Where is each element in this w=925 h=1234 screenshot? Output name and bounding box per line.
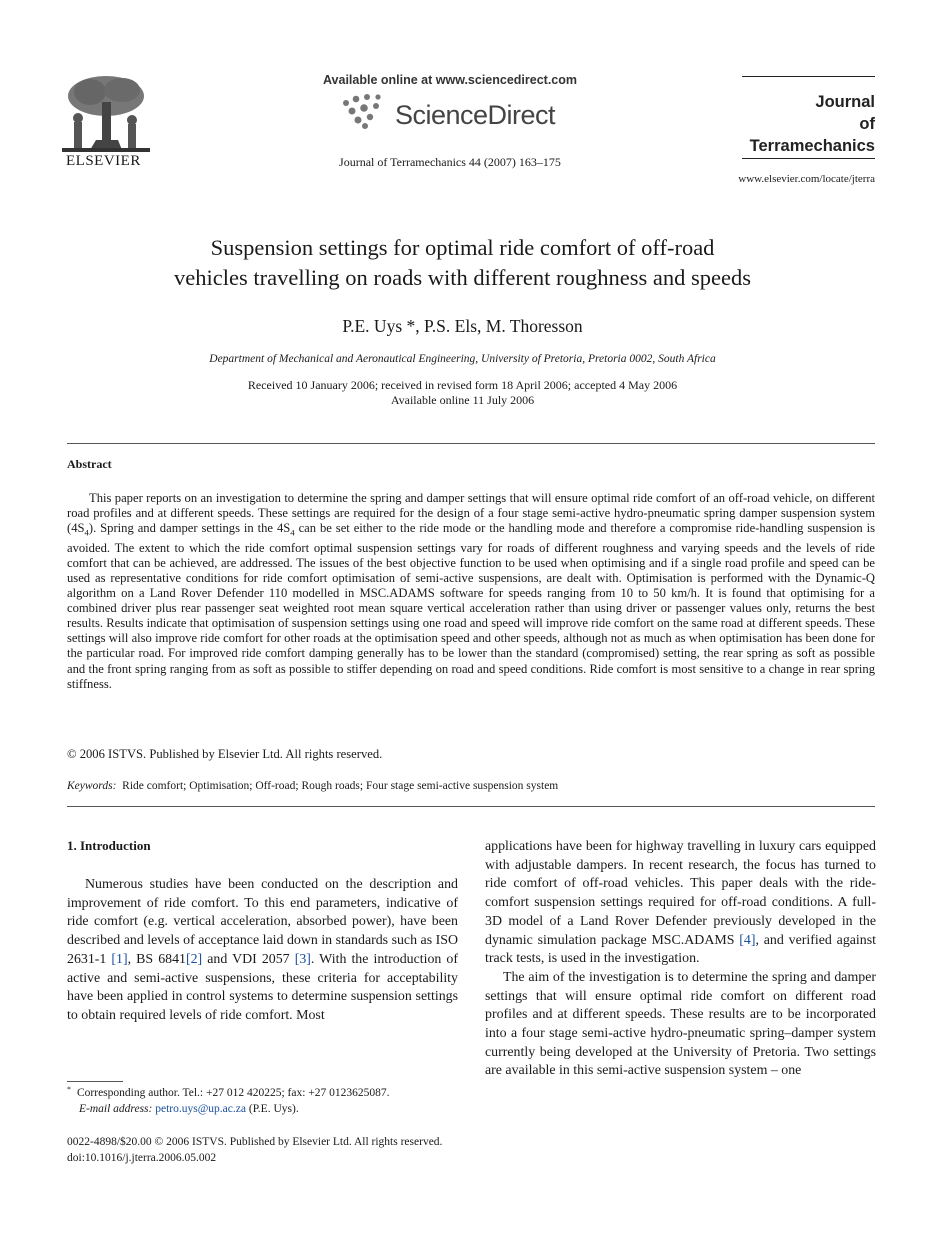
section-heading: 1. Introduction: [67, 838, 151, 853]
paragraph: The aim of the investigation is to determine the spring and damper settings that will ensure optimal ride comfort on different road profiles and at different speeds. These results are to be incorporated into a four stage semi-active hydro-pneumatic spring–damper system currently being developed at the University of Pretoria. Two settings are available in this semi-active suspension system – one: [485, 969, 876, 1079]
affiliation: Department of Mechanical and Aeronautical Engineering, University of Pretoria, Pretoria 0002, South Africa: [209, 353, 716, 365]
abstract-text: This paper reports on an investigation to determine the spring and damper settings that will ensure optimal ride comfort of an off-road vehicle, on different road profiles and at different speeds. These settings are required for the design of a four stage semi-active hydro-pneumatic spring damper suspension system (4S: [67, 491, 875, 536]
keywords: [67, 780, 558, 792]
paragraph-text: and VDI 2057: [202, 951, 295, 967]
keywords-list: Ride comfort; Optimisation; Off-road; Rough roads; Four stage semi-active suspension system: [122, 780, 559, 792]
journal-url[interactable]: www.elsevier.com/locate/jterra: [738, 173, 875, 185]
footnote: [67, 1086, 458, 1117]
abstract-body: [67, 491, 875, 692]
publisher-name: ELSEVIER: [66, 153, 141, 169]
paragraph-text: applications have been for highway travelling in luxury cars equipped with adjustable dampers. In recent research, the focus has turned to ride comfort of off-road vehicles. This paper deals with the ride-comfort suspension settings required for off-road conditions. A full-3D model of a Land Rover Defender previously developed in the dynamic simulation package MSC.ADAMS: [485, 839, 876, 948]
citation-link[interactable]: [4]: [739, 932, 756, 948]
footnote-mark: *: [67, 1085, 71, 1094]
article-title-line-1: Suspension settings for optimal ride comfort of off-road: [210, 235, 715, 260]
footnote-rule: [67, 1081, 123, 1082]
journal-title-bottom-rule: [742, 158, 875, 159]
left-column: [67, 876, 458, 1026]
right-column: [485, 838, 876, 1081]
available-online-banner[interactable]: Available online at www.sciencedirect.com: [322, 73, 578, 87]
sciencedirect-dots-icon: [338, 93, 392, 131]
divider: [67, 806, 875, 807]
subscript: 4: [84, 527, 89, 538]
email-label: E-mail address:: [79, 1102, 153, 1115]
copyright-line: © 2006 ISTVS. Published by Elsevier Ltd. All rights reserved.: [67, 747, 383, 761]
authors: P.E. Uys *, P.S. Els, M. Thoresson: [342, 316, 583, 336]
abstract-text: can be set either to the ride mode or the handling mode and therefore a compromise ride-handling suspension is avoided. The extent to which the ride comfort optimal suspension settings vary for roads of different roughness and varying speeds and the levels of ride comfort that can be achieved, are addressed. The issues of the best objective function to be used when optimising and if a single road profile and speed can be used as representative conditions for ride comfort optimisation of semi-active suspensions, are dealt with. Optimisation is performed with the Dynamic-Q algorithm on a Land Rover Defender 110 modelled in MSC.ADAMS software for speeds ranging from 10 to 50 km/h. It is found that optimising for a combined driver plus rear passenger seat weighted root mean square vertical acceleration rather than using driver or passenger values only, returns the best results. Results indicate that optimisation of suspension settings using one road and speed will improve ride comfort on the same road at different speeds. These settings will also improve ride comfort for other roads at the optimisation speed and other speeds, although not as much as when optimisation has been done for the particular road. For improved ride comfort damping generally has to be lower than the standard (compromised) setting, the rear spring as soft as possible and the front spring ranging from as soft as possible to stiffer depending on road and speed conditions. Ride comfort is most sensitive to a change in rear spring stiffness.: [67, 521, 875, 691]
received-dates: Received 10 January 2006; received in revised form 18 April 2006; accepted 4 May 2006: [247, 378, 678, 392]
paragraph-text: Numerous studies have been conducted on the description and improvement of ride comfort. To this end parameters, indicative of ride comfort (e.g. vertical acceleration, absorbed power), have been described and levels of acceptance laid down in standards such as ISO 2631-1: [67, 877, 458, 967]
citation-link[interactable]: [1]: [111, 951, 128, 967]
email-link[interactable]: petro.uys@up.ac.za: [155, 1102, 246, 1115]
abstract-heading: Abstract: [67, 457, 112, 471]
citation-link[interactable]: [2]: [185, 951, 203, 967]
sciencedirect-logo-text: ScienceDirect: [395, 100, 556, 130]
article-history: [80, 378, 845, 408]
footnote-text: Corresponding author. Tel.: +27 012 420225; fax: +27 0123625087.: [77, 1087, 390, 1099]
available-online-date: Available online 11 July 2006: [390, 393, 535, 407]
paragraph-text: , and verified against track tests, is used in the investigation.: [485, 932, 877, 967]
journal-title: Journal of Terramechanics: [749, 93, 875, 155]
elsevier-tree-logo: [60, 72, 152, 154]
journal-title-top-rule: [742, 76, 875, 77]
doi-line[interactable]: doi:10.1016/j.jterra.2006.05.002: [67, 1152, 217, 1164]
issn-line: 0022-4898/$20.00 © 2006 ISTVS. Published by Elsevier Ltd. All rights reserved.: [67, 1136, 443, 1148]
keywords-label: Keywords:: [67, 780, 117, 792]
subscript: 4: [290, 527, 295, 538]
journal-reference: Journal of Terramechanics 44 (2007) 163–175: [339, 155, 561, 169]
page-footer: [67, 1134, 442, 1166]
article-title-line-2: vehicles travelling on roads with different roughness and speeds: [174, 265, 751, 290]
divider: [67, 443, 875, 444]
email-suffix: (P.E. Uys).: [245, 1102, 299, 1115]
abstract-text: ). Spring and damper settings in the 4S: [88, 521, 291, 536]
paragraph-text: . With the introduction of active and semi-active suspensions, these criteria for acceptability have been applied in control systems to determine suspension settings to obtain required levels of ride comfort. Most: [67, 951, 458, 1023]
article-title: [80, 233, 845, 293]
citation-link[interactable]: [3]: [294, 951, 311, 967]
paragraph-text: , BS 6841: [127, 951, 186, 967]
